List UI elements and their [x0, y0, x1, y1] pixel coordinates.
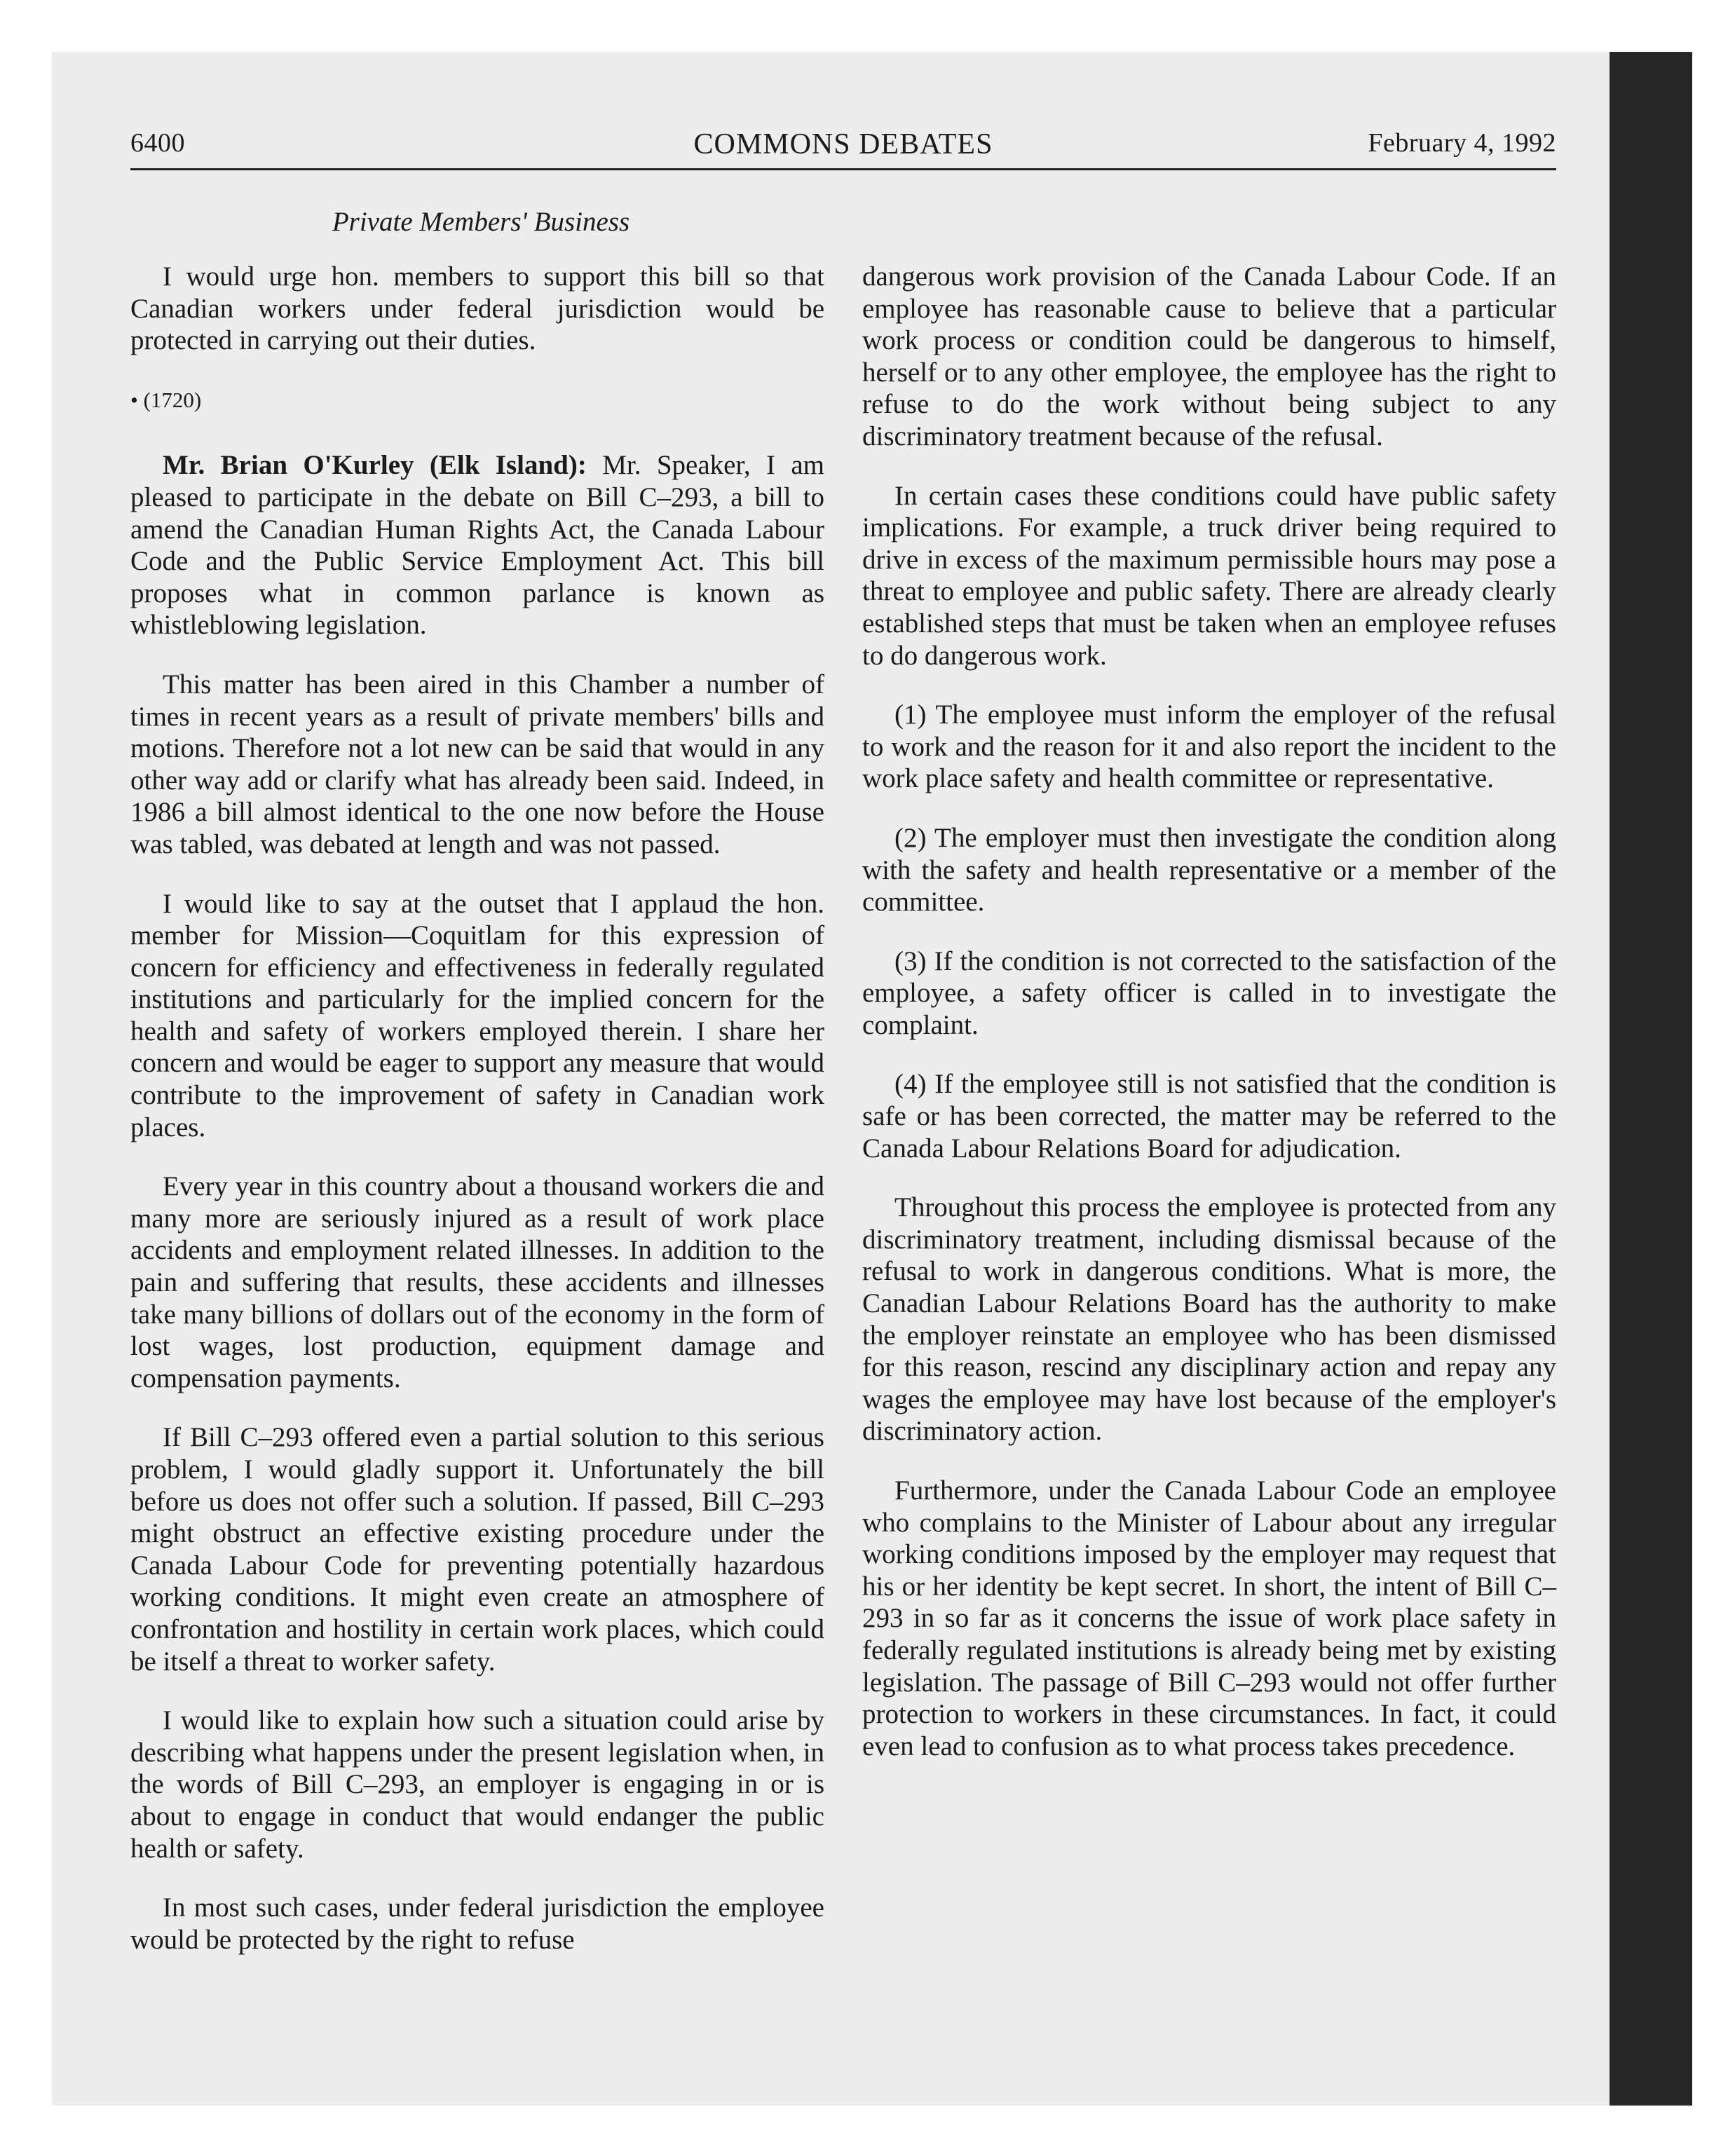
paragraph: I would like to explain how such a situation could arise by describing what happens under the present legislation when, in the words of Bill C–293, an employer is engaging in or is about to engage in conduct that would endanger the public health or safety.	[130, 1705, 824, 1864]
paragraph: Furthermore, under the Canada Labour Code an employee who complains to the Minister of Labour about any irregular working conditions imposed by the employer may request that his or her identity be kept secret. In short, the intent of Bill C–293 in so far as it concerns the issue of work place safety in federally regulated institutions is already being met by existing legislation. The passage of Bill C–293 would not offer further protection to workers in these circumstances. In fact, it could even lead to confusion as to what process takes precedence.	[862, 1475, 1556, 1761]
speech-text: Mr. Speaker, I am pleased to participate in the debate on Bill C–293, a bill to amend the Canadian Human Rights Act, the Canada Labour Code and the Public Service Employment Act. This bill proposes what in common parlance is known as whistleblowing legislation.	[130, 450, 824, 641]
page-number: 6400	[130, 128, 185, 158]
publication-title: COMMONS DEBATES	[693, 128, 993, 161]
header-rule	[130, 168, 1556, 170]
page-header	[130, 128, 1556, 170]
paragraph: Throughout this process the employee is protected from any discriminatory treatment, including dismissal because of the refusal to work in dangerous conditions. What is more, the Canadian Labour Relations Board has the authority to make the employer reinstate an employee who has been dismissed for this reason, rescind any disciplinary action and repay any wages the employee may have lost because of the employer's discriminatory action.	[862, 1192, 1556, 1447]
left-column	[130, 261, 824, 1983]
paragraph: (3) If the condition is not corrected to the satisfaction of the employee, a safety officer is called in to investigate the complaint.	[862, 946, 1556, 1040]
paragraph: (2) The employer must then investigate the condition along with the safety and health representative or a member of the committee.	[862, 822, 1556, 917]
paragraph: I would urge hon. members to support this bill so that Canadian workers under federal jurisdiction would be protected in carrying out their duties.	[130, 261, 824, 356]
paragraph	[130, 449, 824, 641]
paragraph: dangerous work provision of the Canada Labour Code. If an employee has reasonable cause to believe that a particular work process or condition could be dangerous to himself, herself or to any other employee, the employee has the right to refuse to do the work without being subject to any discriminatory treatment because of the refusal.	[862, 261, 1556, 451]
paragraph: If Bill C–293 offered even a partial solution to this serious problem, I would gladly support it. Unfortunately the bill before us does not offer such a solution. If passed, Bill C–293 might obstruct an effective existing procedure under the Canada Labour Code for preventing potentially hazardous working conditions. It might even create an atmosphere of confrontation and hostility in certain work places, which could be itself a threat to worker safety.	[130, 1422, 824, 1677]
paragraph: (4) If the employee still is not satisfied that the condition is safe or has been corrected, the matter may be referred to the Canada Labour Relations Board for adjudication.	[862, 1069, 1556, 1164]
paragraph: I would like to say at the outset that I applaud the hon. member for Mission—Coquitlam for this expression of concern for efficiency and effectiveness in federally regulated institutions and particularly for the implied concern for the health and safety of workers employed therein. I share her concern and would be eager to support any measure that would contribute to the improvement of safety in Canadian work places.	[130, 888, 824, 1142]
paragraph: In most such cases, under federal jurisdiction the employee would be protected by the right to refuse	[130, 1892, 824, 1955]
section-heading: Private Members' Business	[332, 207, 630, 237]
timestamp: • (1720)	[130, 387, 202, 412]
paragraph: In certain cases these conditions could have public safety implications. For example, a truck driver being required to drive in excess of the maximum permissible hours may pose a threat to employee and public safety. There are already clearly established steps that must be taken when an employee refuses to do dangerous work.	[862, 480, 1556, 671]
paragraph: This matter has been aired in this Chamber a number of times in recent years as a result of private members' bills and motions. Therefore not a lot new can be said that would in any other way add or clarify what has already been said. Indeed, in 1986 a bill almost identical to the one now before the House was tabled, was debated at length and was not passed.	[130, 669, 824, 859]
scan-dark-edge	[1610, 52, 1692, 2106]
paragraph: Every year in this country about a thousand workers die and many more are seriously injured as a result of work place accidents and employment related illnesses. In addition to the pain and suffering that results, these accidents and illnesses take many billions of dollars out of the economy in the form of lost wages, lost production, equipment damage and compensation payments.	[130, 1171, 824, 1393]
paragraph: (1) The employee must inform the employer of the refusal to work and the reason for it and also report the incident to the work place safety and health committee or representative.	[862, 700, 1556, 794]
speaker-name: Mr. Brian O'Kurley (Elk Island):	[163, 450, 587, 481]
right-column	[862, 261, 1556, 1789]
page-date: February 4, 1992	[1368, 128, 1556, 158]
